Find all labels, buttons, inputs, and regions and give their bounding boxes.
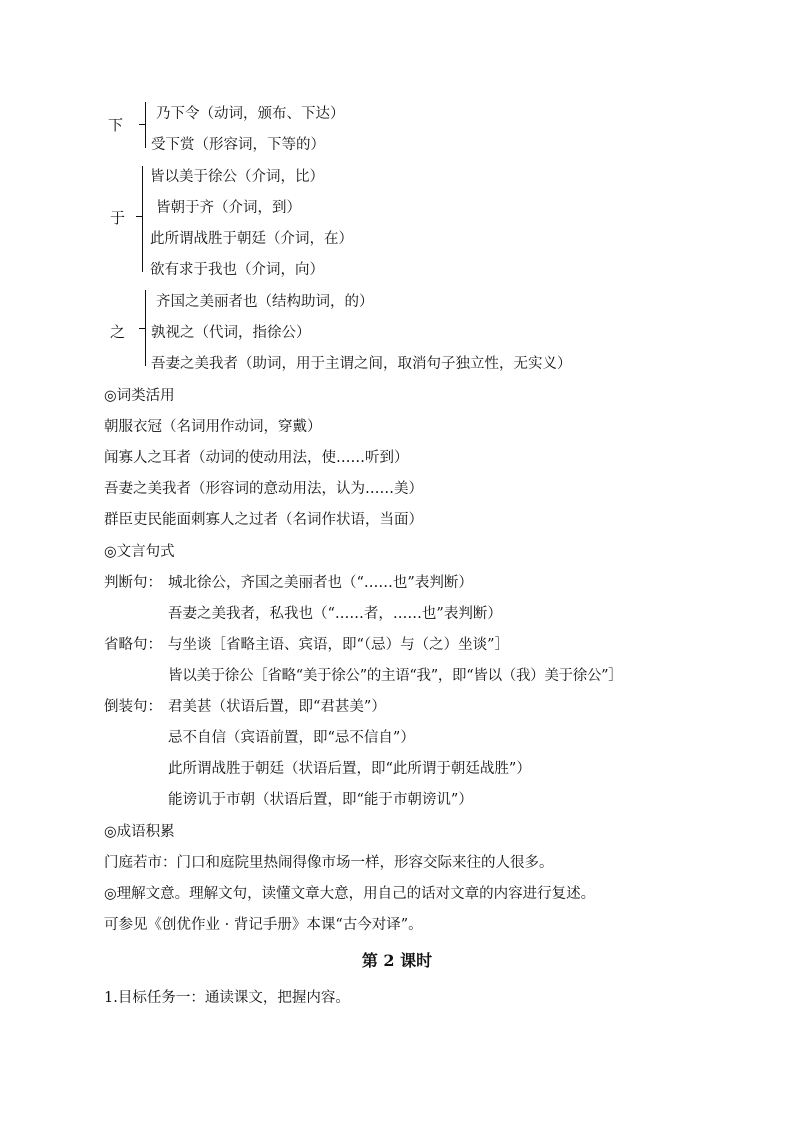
lijie-text: ◎理解文意。理解文句，读懂文章大意，用自己的话对文章的内容进行复述。 — [104, 886, 596, 902]
zhi-item-3: 吾妻之美我者（助词，用于主谓之间，取消句子独立性，无实义） — [151, 356, 572, 372]
shenglue-item-2: 皆以美于徐公［省略“美于徐公”的主语“我”，即“皆以（我）美于徐公”］ — [168, 668, 623, 684]
cilei-item-4: 群臣吏民能面刺寡人之过者（名词作状语，当面） — [104, 512, 423, 528]
yu-item-2: 皆朝于齐（介词，到） — [156, 200, 301, 216]
cankao-text: 可参见《创优作业 · 背记手册》本课“古今对译”。 — [104, 917, 423, 933]
task-1: 1.目标任务一：通读课文，把握内容。 — [104, 990, 350, 1006]
yu-item-4: 欲有求于我也（介词，向） — [150, 262, 324, 278]
daozhuang-item-1: 君美甚（状语后置，即“君甚美”） — [168, 699, 386, 715]
shenglue-item-1: 与坐谈［省略主语、宾语，即“（忌）与（之）坐谈”］ — [168, 637, 510, 653]
jushi-heading: ◎文言句式 — [104, 544, 175, 560]
cilei-item-2: 闻寡人之耳者（动词的使动用法，使……听到） — [104, 450, 409, 466]
chengyu-item: 门庭若市：门口和庭院里热闹得像市场一样，形容交际来往的人很多。 — [104, 855, 554, 871]
cilei-item-1: 朝服衣冠（名词用作动词，穿戴） — [104, 419, 322, 435]
xia-item-1: 乃下令（动词，颁布、下达） — [156, 106, 345, 122]
daozhuang-item-4: 能谤讥于市朝（状语后置，即“能于市朝谤讥”） — [168, 792, 473, 808]
brace-yu — [142, 166, 150, 272]
lesson-title: 第 2 课时 — [361, 951, 433, 970]
daozhuang-label: 倒装句： — [104, 699, 162, 715]
chengyu-heading: ◎成语积累 — [104, 824, 175, 840]
yu-item-3: 此所谓战胜于朝廷（介词，在） — [150, 231, 353, 247]
shenglue-label: 省略句： — [104, 637, 162, 653]
group-char-zhi: 之 — [110, 323, 126, 341]
panduan-item-2: 吾妻之美我者，私我也（“……者，……也”表判断） — [168, 606, 502, 622]
group-char-xia: 下 — [108, 116, 124, 134]
cilei-heading: ◎词类活用 — [104, 388, 175, 404]
panduan-label: 判断句： — [104, 575, 162, 591]
panduan-item-1: 城北徐公，齐国之美丽者也（“……也”表判断） — [168, 575, 473, 591]
zhi-item-2: 孰视之（代词，指徐公） — [151, 325, 311, 341]
cilei-item-3: 吾妻之美我者（形容词的意动用法，认为……美） — [104, 481, 423, 497]
daozhuang-item-2: 忌不自信（宾语前置，即“忌不信自”） — [168, 730, 415, 746]
yu-item-1: 皆以美于徐公（介词，比） — [150, 169, 324, 185]
daozhuang-item-3: 此所谓战胜于朝廷（状语后置，即“此所谓于朝廷战胜”） — [168, 761, 531, 777]
zhi-item-1: 齐国之美丽者也（结构助词，的） — [156, 294, 374, 310]
xia-item-2: 受下赏（形容词，下等的） — [151, 137, 325, 153]
group-char-yu: 于 — [110, 209, 126, 227]
